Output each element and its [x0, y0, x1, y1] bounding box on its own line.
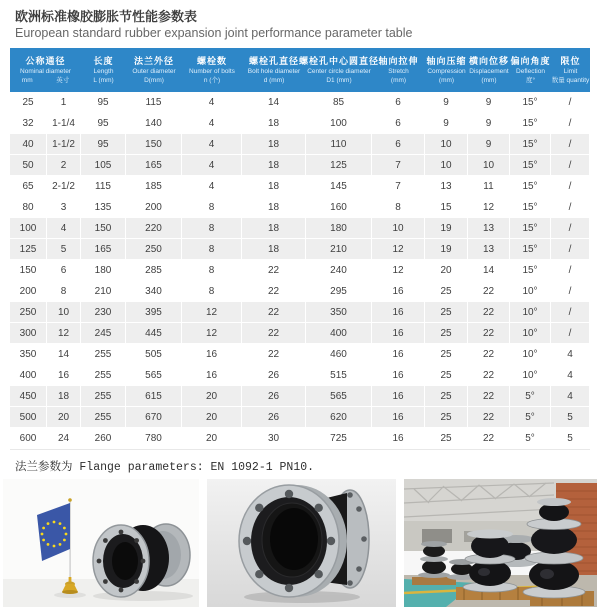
table-cell: 25	[425, 323, 468, 344]
table-cell: 20	[425, 260, 468, 281]
eu-flag-joint-scene	[3, 479, 199, 607]
table-cell: 400	[306, 323, 372, 344]
table-cell: 150	[10, 260, 47, 281]
table-cell: /	[551, 134, 590, 155]
table-cell: 340	[126, 281, 182, 302]
table-cell: 15	[425, 197, 468, 218]
table-cell: 600	[10, 428, 47, 449]
table-cell: 450	[10, 386, 47, 407]
table-cell: 22	[468, 281, 510, 302]
table-cell: 5	[551, 428, 590, 449]
table-row	[10, 218, 590, 239]
table-row	[10, 428, 590, 449]
table-cell: 250	[10, 302, 47, 323]
table-cell: 13	[468, 239, 510, 260]
table-cell: 26	[242, 386, 306, 407]
table-cell: 6	[47, 260, 81, 281]
table-cell: 500	[10, 407, 47, 428]
table-cell: 165	[126, 155, 182, 176]
table-cell: 22	[468, 302, 510, 323]
table-cell: 240	[306, 260, 372, 281]
table-cell: 10°	[510, 344, 551, 365]
table-cell: 150	[81, 218, 126, 239]
table-cell: 285	[126, 260, 182, 281]
table-cell: 6	[372, 92, 425, 113]
table-cell: 5	[551, 407, 590, 428]
table-row	[10, 365, 590, 386]
header-lateral-displacement: 横向位移 Displacement (mm)	[468, 55, 509, 84]
table-cell: /	[551, 155, 590, 176]
table-cell: 400	[10, 365, 47, 386]
table-cell: 18	[242, 113, 306, 134]
table-cell: 725	[306, 428, 372, 449]
table-cell: 15°	[510, 92, 551, 113]
table-cell: 10°	[510, 281, 551, 302]
table-cell: 9	[468, 134, 510, 155]
table-cell: 25	[10, 92, 47, 113]
table-cell: 10°	[510, 302, 551, 323]
table-row	[10, 197, 590, 218]
table-cell: 8	[182, 197, 242, 218]
table-cell: 295	[306, 281, 372, 302]
table-cell: 9	[425, 92, 468, 113]
table-cell: 350	[306, 302, 372, 323]
table-row	[10, 155, 590, 176]
table-cell: 16	[182, 344, 242, 365]
table-cell: 10	[47, 302, 81, 323]
table-cell: 8	[182, 239, 242, 260]
table-cell: 115	[126, 92, 182, 113]
table-cell: 11	[468, 176, 510, 197]
table-cell: 13	[425, 176, 468, 197]
table-cell: 19	[425, 239, 468, 260]
table-cell: 140	[126, 113, 182, 134]
table-cell: 395	[126, 302, 182, 323]
table-cell: 22	[468, 365, 510, 386]
table-cell: 18	[242, 155, 306, 176]
header-axial-stretch: 轴向拉伸 Stretch (mm)	[378, 55, 419, 84]
table-cell: 125	[10, 239, 47, 260]
table-cell: 4	[182, 176, 242, 197]
table-cell: 125	[306, 155, 372, 176]
table-cell: 300	[10, 323, 47, 344]
table-cell: 100	[10, 218, 47, 239]
table-cell: 22	[468, 386, 510, 407]
table-cell: 25	[425, 407, 468, 428]
table-cell: /	[551, 218, 590, 239]
header-nominal-diameter: 公称通径 Nominal diameter mm 英寸	[20, 55, 71, 84]
table-cell: 14	[47, 344, 81, 365]
table-cell: 22	[242, 260, 306, 281]
table-body	[10, 92, 590, 449]
table-row	[10, 281, 590, 302]
table-cell: 95	[81, 134, 126, 155]
header-row	[10, 48, 590, 92]
header-length: 长度 Length L (mm)	[93, 55, 114, 84]
table-cell: /	[551, 113, 590, 134]
table-cell: 4	[182, 134, 242, 155]
table-cell: 15°	[510, 239, 551, 260]
table-cell: 3	[47, 197, 81, 218]
joint-product-scene	[207, 479, 395, 607]
table-cell: 16	[372, 281, 425, 302]
table-cell: 200	[126, 197, 182, 218]
table-cell: 2-1/2	[47, 176, 81, 197]
table-cell: 20	[182, 386, 242, 407]
table-header	[10, 48, 590, 92]
table-cell: 18	[47, 386, 81, 407]
table-cell: 115	[81, 176, 126, 197]
table-cell: 255	[81, 386, 126, 407]
table-cell: 16	[372, 407, 425, 428]
table-cell: 19	[425, 218, 468, 239]
table-row	[10, 239, 590, 260]
table-cell: 20	[182, 428, 242, 449]
header-bolt-count: 螺栓数 Number of bolts n (个)	[189, 55, 235, 84]
table-cell: 7	[372, 176, 425, 197]
table-cell: 22	[468, 323, 510, 344]
table-cell: 9	[425, 113, 468, 134]
page-title-en: European standard rubber expansion joint performance parameter table	[15, 26, 413, 40]
table-cell: 4	[182, 113, 242, 134]
table-cell: 9	[468, 92, 510, 113]
table-cell: 50	[10, 155, 47, 176]
table-cell: 255	[81, 407, 126, 428]
table-cell: 22	[242, 281, 306, 302]
table-cell: 15°	[510, 176, 551, 197]
table-cell: /	[551, 281, 590, 302]
table-cell: 515	[306, 365, 372, 386]
table-row	[10, 134, 590, 155]
table-cell: 12	[47, 323, 81, 344]
table-cell: 4	[47, 218, 81, 239]
table-cell: /	[551, 176, 590, 197]
table-cell: 14	[468, 260, 510, 281]
table-row	[10, 176, 590, 197]
table-cell: 200	[10, 281, 47, 302]
table-cell: 8	[182, 260, 242, 281]
table-cell: 5°	[510, 428, 551, 449]
table-cell: 7	[372, 155, 425, 176]
table-cell: 22	[242, 344, 306, 365]
table-cell: 185	[126, 176, 182, 197]
table-cell: 18	[242, 134, 306, 155]
table-cell: 16	[372, 428, 425, 449]
table-cell: 565	[126, 365, 182, 386]
table-cell: 8	[182, 218, 242, 239]
table-cell: 18	[242, 176, 306, 197]
warehouse-scene	[404, 479, 597, 607]
table-cell: 14	[242, 92, 306, 113]
table-row	[10, 302, 590, 323]
table-cell: 4	[182, 92, 242, 113]
table-cell: 25	[425, 281, 468, 302]
table-cell: 5°	[510, 407, 551, 428]
table-row	[10, 113, 590, 134]
table-cell: 8	[182, 281, 242, 302]
table-cell: 16	[182, 365, 242, 386]
table-cell: 10	[425, 134, 468, 155]
table-cell: 210	[81, 281, 126, 302]
parameter-table	[10, 48, 590, 450]
table-cell: 25	[425, 302, 468, 323]
table-cell: 565	[306, 386, 372, 407]
table-cell: 8	[372, 197, 425, 218]
table-row	[10, 323, 590, 344]
table-cell: 105	[81, 155, 126, 176]
table-cell: 6	[372, 134, 425, 155]
table-cell: 210	[306, 239, 372, 260]
table-cell: 95	[81, 92, 126, 113]
table-cell: 80	[10, 197, 47, 218]
table-cell: 16	[372, 302, 425, 323]
table-cell: 95	[81, 113, 126, 134]
table-cell: 6	[372, 113, 425, 134]
table-cell: 16	[372, 323, 425, 344]
table-cell: 150	[126, 134, 182, 155]
flange-parameters-note: 法兰参数为 Flange parameters: EN 1092-1 PN10.	[15, 461, 315, 474]
table-cell: 18	[242, 197, 306, 218]
table-row	[10, 92, 590, 113]
table-cell: 15°	[510, 218, 551, 239]
photo-warehouse-stock	[404, 479, 597, 607]
table-cell: 12	[468, 197, 510, 218]
table-cell: 1-1/2	[47, 134, 81, 155]
table-cell: 165	[81, 239, 126, 260]
photo-eu-flag-joint	[3, 479, 199, 607]
table-cell: /	[551, 302, 590, 323]
table-cell: 22	[242, 302, 306, 323]
table-cell: 65	[10, 176, 47, 197]
table-cell: 180	[81, 260, 126, 281]
table-cell: 220	[126, 218, 182, 239]
table-cell: 255	[81, 365, 126, 386]
header-outer-diameter: 法兰外径 Outer diameter D(mm)	[132, 55, 176, 84]
table-cell: 10	[425, 155, 468, 176]
table-cell: 230	[81, 302, 126, 323]
table-cell: 18	[242, 218, 306, 239]
table-cell: 135	[81, 197, 126, 218]
table-cell: 5°	[510, 386, 551, 407]
table-row	[10, 386, 590, 407]
table-cell: /	[551, 239, 590, 260]
table-cell: 10°	[510, 323, 551, 344]
table-cell: 100	[306, 113, 372, 134]
table-cell: 12	[372, 260, 425, 281]
table-cell: 245	[81, 323, 126, 344]
table-cell: 20	[182, 407, 242, 428]
table-cell: 18	[242, 239, 306, 260]
table-cell: 4	[551, 344, 590, 365]
table-row	[10, 407, 590, 428]
table-cell: 32	[10, 113, 47, 134]
table-cell: 85	[306, 92, 372, 113]
table-cell: 460	[306, 344, 372, 365]
table-cell: 670	[126, 407, 182, 428]
table-cell: 10	[468, 155, 510, 176]
header-center-circle-diameter: 螺栓孔中心圆直径 Center circle diameter D1 (mm)	[299, 55, 380, 84]
table-cell: 24	[47, 428, 81, 449]
table-cell: 16	[372, 365, 425, 386]
table-cell: 505	[126, 344, 182, 365]
table-cell: 180	[306, 218, 372, 239]
expansion-joint-large	[239, 485, 369, 597]
table-cell: /	[551, 197, 590, 218]
table-cell: 4	[551, 365, 590, 386]
table-cell: /	[551, 92, 590, 113]
table-cell: 2	[47, 155, 81, 176]
table-cell: 10°	[510, 365, 551, 386]
table-cell: 160	[306, 197, 372, 218]
table-cell: 110	[306, 134, 372, 155]
table-cell: 40	[10, 134, 47, 155]
header-deflection-angle: 偏向角度 Deflection 度°	[510, 55, 551, 84]
table-cell: 260	[81, 428, 126, 449]
table-cell: 15°	[510, 197, 551, 218]
header-axial-compression: 轴向压缩 Compression (mm)	[426, 55, 467, 84]
table-cell: 22	[468, 344, 510, 365]
table-cell: 26	[242, 365, 306, 386]
product-photos	[3, 479, 597, 607]
table-cell: 25	[425, 386, 468, 407]
table-cell: 445	[126, 323, 182, 344]
table-cell: 26	[242, 407, 306, 428]
table-cell: 13	[468, 218, 510, 239]
table-row	[10, 344, 590, 365]
table-cell: 145	[306, 176, 372, 197]
table-cell: 25	[425, 365, 468, 386]
table-cell: 22	[468, 407, 510, 428]
table-cell: 12	[182, 302, 242, 323]
table-cell: 620	[306, 407, 372, 428]
table-cell: 25	[425, 344, 468, 365]
table-cell: /	[551, 260, 590, 281]
table-cell: 1	[47, 92, 81, 113]
table-cell: 615	[126, 386, 182, 407]
table-cell: 16	[47, 365, 81, 386]
table-cell: 10	[372, 218, 425, 239]
page-title-zh: 欧洲标准橡胶膨胀节性能参数表	[15, 9, 198, 24]
table-cell: 16	[372, 344, 425, 365]
table-cell: 16	[372, 386, 425, 407]
table-cell: /	[551, 323, 590, 344]
table-cell: 15°	[510, 155, 551, 176]
table-row	[10, 260, 590, 281]
table-cell: 350	[10, 344, 47, 365]
table-cell: 30	[242, 428, 306, 449]
table-cell: 5	[47, 239, 81, 260]
table-cell: 22	[242, 323, 306, 344]
table-cell: 1-1/4	[47, 113, 81, 134]
table-cell: 8	[47, 281, 81, 302]
header-bolt-hole-diameter: 螺栓孔直径 Bolt hole diameter d (mm)	[247, 55, 301, 84]
photo-joint-product	[207, 479, 395, 607]
table-cell: 20	[47, 407, 81, 428]
table-cell: 9	[468, 113, 510, 134]
table-cell: 780	[126, 428, 182, 449]
table-cell: 250	[126, 239, 182, 260]
table-cell: 4	[182, 155, 242, 176]
table-cell: 12	[182, 323, 242, 344]
table-cell: 15°	[510, 113, 551, 134]
table-cell: 4	[551, 386, 590, 407]
table-cell: 22	[468, 428, 510, 449]
header-limit: 限位 Limit 数量 quantity	[551, 55, 590, 84]
table-cell: 25	[425, 428, 468, 449]
table-cell: 15°	[510, 134, 551, 155]
table-cell: 15°	[510, 260, 551, 281]
table-cell: 12	[372, 239, 425, 260]
table-cell: 255	[81, 344, 126, 365]
